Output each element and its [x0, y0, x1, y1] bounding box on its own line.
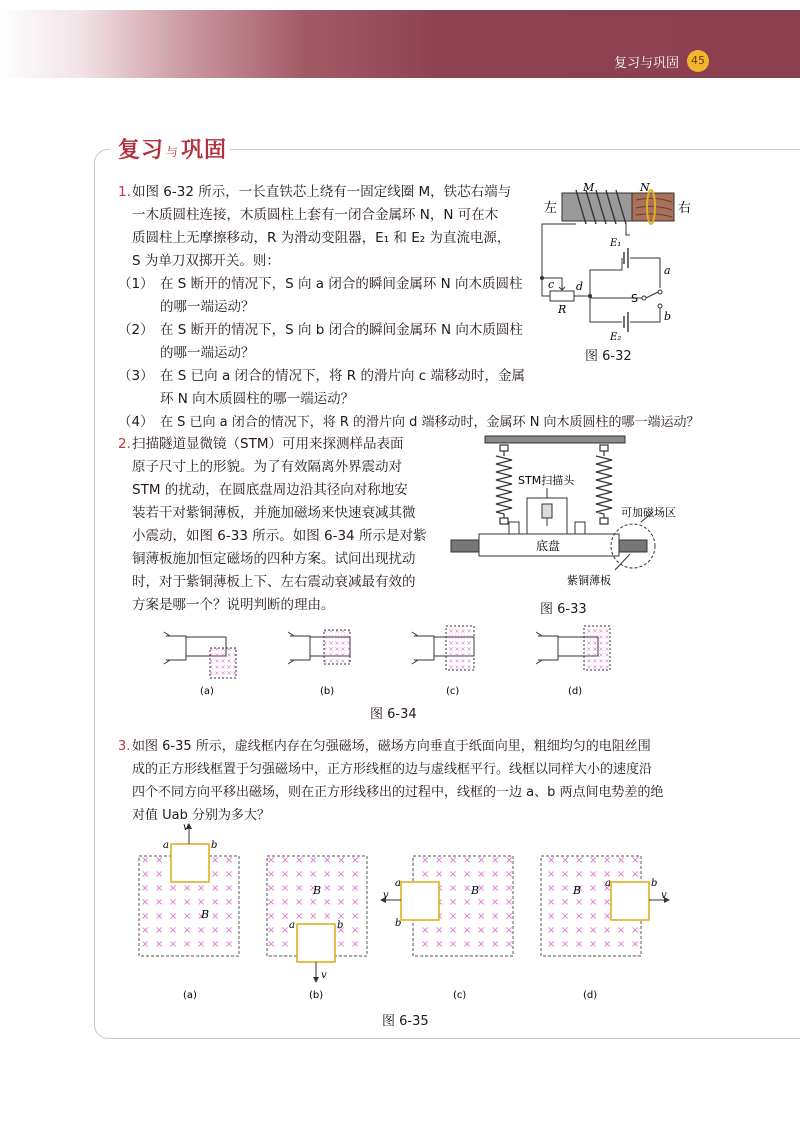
label-a: a: [664, 264, 671, 277]
label-v: v: [661, 890, 667, 901]
q1-sub-number: （4）: [118, 414, 154, 430]
figure-6-32-caption: 图 6-32: [585, 349, 632, 364]
switch-contact-a: [658, 290, 662, 294]
label-a: a: [289, 920, 295, 931]
q1-line: 一木质圆柱连接，木质圆柱上套有一闭合金属环 N，N 可在木: [132, 207, 499, 223]
figure-6-34: [160, 622, 640, 700]
label-r: R: [558, 303, 567, 316]
scheme-b: [288, 630, 350, 664]
label-s: S: [631, 292, 638, 305]
coil-frame: [297, 924, 335, 962]
q1-line: S 为单刀双掷开关。则：: [132, 253, 280, 269]
label-b: b: [211, 840, 218, 851]
q1-sub-3: [118, 365, 538, 411]
label-v: v: [321, 970, 327, 981]
section-title-left: 复习: [118, 137, 165, 163]
label-a: a: [163, 840, 169, 851]
label-field-b: B: [201, 908, 210, 921]
coil-frame: [611, 882, 649, 920]
label-field-b: B: [573, 884, 582, 897]
label-b: b: [664, 310, 672, 323]
coil-frame: [401, 882, 439, 920]
q2-line: 装若干对紫铜薄板，并施加磁场来快速衰减其微: [132, 505, 416, 521]
figure-6-35-caption: 图 6-35: [382, 1014, 429, 1029]
coil-frame: [171, 844, 209, 882]
label-a: a: [395, 878, 401, 889]
q1-sub-line: 在 S 断开的情况下，S 向 b 闭合的瞬间金属环 N 向木质圆柱: [160, 322, 523, 338]
label-field-b: B: [313, 884, 322, 897]
spring-right: [596, 445, 612, 524]
q2-line: 时，对于紫铜薄板上下、左右震动衰减最有效的: [132, 574, 416, 590]
sub-label-c: (c): [446, 686, 460, 697]
label-field-b: B: [471, 884, 480, 897]
q1-sub-4: [118, 411, 788, 434]
label-e2: E₂: [610, 332, 622, 340]
label-left: 左: [544, 201, 558, 216]
spring-left: [496, 445, 512, 524]
q3-line: 四个不同方向平移出磁场，则在正方形线移出的过程中，线框的一边 a、b 两点间电势差的绝: [132, 785, 664, 800]
question-1-number: 1.: [118, 184, 131, 200]
top-beam: [485, 436, 625, 443]
panel-d: [541, 856, 667, 956]
header-band: [0, 10, 800, 78]
q3-line: 对值 Uab 分别为多大？: [132, 808, 270, 823]
copper-plate-right: [619, 540, 647, 552]
sub-label-b: (b): [309, 990, 324, 1001]
q1-sub-line: 在 S 已向 a 闭合的情况下，将 R 的滑片向 d 端移动时，金属环 N 向木质圆柱的哪一端运动？: [160, 415, 700, 430]
label-n: N: [640, 181, 650, 194]
sub-label-a: (a): [200, 686, 214, 697]
label-stm: STM扫描头: [518, 474, 575, 487]
sub-label-b: (b): [320, 686, 335, 697]
panel-c: [383, 856, 513, 956]
scheme-a: [164, 632, 236, 678]
q3-line: 如图 6-35 所示，虚线框内存在匀强磁场，磁场方向垂直于纸面向里，粗细均匀的电阻丝围: [132, 739, 651, 754]
q2-line: 小震动，如图 6-33 所示。如图 6-34 所示是对紫: [132, 528, 427, 544]
scheme-c: [412, 626, 474, 670]
q1-line: 如图 6-32 所示，一长直铁芯上绕有一固定线圈 M，铁芯右端与: [132, 184, 512, 200]
q1-line: 质圆柱上无摩擦移动，R 为滑动变阻器，E₁ 和 E₂ 为直流电源，: [132, 230, 511, 246]
q1-sub-line: 的哪一端运动？: [160, 299, 255, 315]
q1-sub-line: 在 S 断开的情况下，S 向 a 闭合的瞬间金属环 N 向木质圆柱: [160, 276, 523, 292]
battery-e1: [624, 248, 628, 268]
wooden-cylinder: [632, 193, 674, 221]
section-title: [118, 133, 227, 164]
label-c: c: [548, 278, 555, 291]
figure-6-32: [530, 180, 700, 340]
label-e1: E₁: [610, 238, 622, 249]
switch-pivot: [642, 296, 646, 300]
q1-sub-number: （2）: [118, 322, 154, 338]
figure-6-33: [445, 432, 695, 592]
sub-label-a: (a): [183, 990, 197, 1001]
sub-label-c: (c): [453, 990, 467, 1001]
q2-line: 铜薄板施加恒定磁场的四种方案。试问出现扰动: [132, 551, 416, 567]
q1-sub-2: [118, 319, 538, 365]
label-b: b: [651, 878, 658, 889]
q2-line: 原子尺寸上的形貌。为了有效隔离外界震动对: [132, 459, 402, 475]
q3-line: 成的正方形线框置于匀强磁场中，正方形线框的边与虚线框平行。线框以同样大小的速度沿: [132, 762, 653, 777]
q1-sub-number: （3）: [118, 368, 154, 384]
label-v: v: [383, 890, 389, 901]
figure-6-35: [135, 820, 675, 1005]
label-b: b: [337, 920, 344, 931]
label-right: 右: [678, 201, 692, 216]
figure-6-34-caption: 图 6-34: [370, 707, 417, 722]
q1-sub-1: [118, 273, 538, 319]
label-field: 可加磁场区: [621, 506, 676, 519]
panel-b: [267, 856, 367, 981]
label-v: v: [183, 822, 189, 833]
label-m: M: [583, 181, 595, 194]
switch-contact-b: [658, 304, 662, 308]
figure-6-33-caption: 图 6-33: [540, 602, 587, 617]
sub-label-d: (d): [568, 686, 583, 697]
q1-sub-number: （1）: [118, 276, 154, 292]
q1-sub-line: 的哪一端运动？: [160, 345, 255, 361]
panel-a: [139, 822, 239, 956]
q1-sub-line: 在 S 已向 a 闭合的情况下，将 R 的滑片向 c 端移动时，金属: [160, 368, 525, 384]
label-plate: 紫铜薄板: [567, 574, 611, 587]
section-title-right: 巩固: [181, 137, 228, 163]
label-base: 底盘: [536, 539, 561, 553]
question-2: [118, 433, 438, 617]
label-d: d: [576, 280, 584, 293]
question-3-number: 3.: [118, 739, 131, 754]
question-2-number: 2.: [118, 436, 131, 452]
q2-line: 方案是哪一个？说明判断的理由。: [132, 597, 335, 613]
label-a: a: [605, 878, 611, 889]
question-3: [118, 735, 790, 827]
copper-plate-left: [451, 540, 479, 552]
page-number-badge: 45: [687, 50, 709, 72]
rheostat-r: [550, 291, 574, 301]
label-b: b: [395, 918, 402, 929]
scheme-d: [536, 626, 610, 670]
section-title-mid: 与: [166, 144, 180, 159]
q2-line: 扫描隧道显微镜（STM）可用来探测样品表面: [132, 436, 404, 452]
q2-line: STM 的扰动，在圆底盘周边沿其径向对称地安: [132, 482, 408, 498]
header-title: 复习与巩固: [614, 56, 680, 71]
q1-sub-line: 环 N 向木质圆柱的哪一端运动？: [160, 391, 355, 407]
sub-label-d: (d): [583, 990, 598, 1001]
question-1: [118, 181, 538, 273]
battery-e2: [624, 312, 628, 332]
